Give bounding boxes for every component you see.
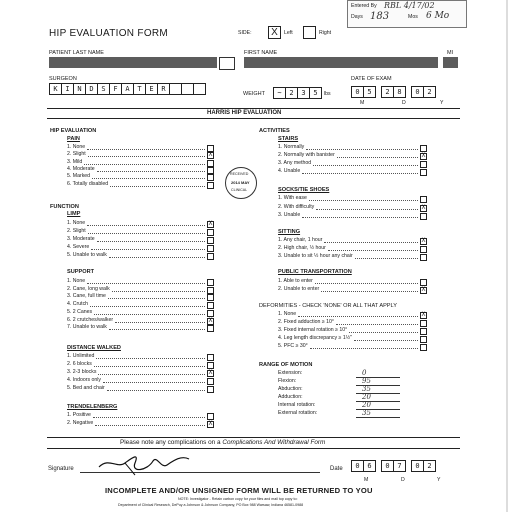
leader-dots (298, 316, 418, 317)
leader-dots (310, 348, 418, 349)
rom-value: 20 (362, 401, 371, 409)
signature-date-cell[interactable]: 0 (411, 460, 424, 472)
limp-heading: LIMP (67, 211, 81, 217)
pain-checkbox[interactable] (207, 182, 214, 189)
deformities-item: 1. None (278, 311, 297, 317)
pain-item: 5. Marked (67, 173, 91, 180)
weight-cell[interactable]: 5 (309, 87, 322, 99)
sitting-item: 3. Unable to sit ½ hour any chair (278, 253, 353, 259)
support-heading: SUPPORT (67, 269, 95, 275)
weight-label: WEIGHT (243, 91, 265, 97)
leader-dots (337, 157, 418, 158)
limp-checkbox[interactable] (207, 253, 214, 260)
complications-note (120, 440, 325, 446)
stamp-line-1: RECEIVED (230, 172, 249, 176)
limp-checkbox[interactable] (207, 229, 214, 236)
sitting-checkbox[interactable]: X (421, 238, 426, 244)
exam-d-label: D (402, 100, 406, 106)
exam-date-cell[interactable]: 5 (363, 86, 376, 98)
entered-by-label: Entered By (351, 3, 377, 9)
distance-checkbox[interactable] (207, 378, 214, 385)
support-item: 1. None (67, 278, 86, 284)
support-item: 4. Crutch (67, 301, 89, 308)
leader-dots (107, 390, 205, 391)
leader-dots (313, 165, 418, 166)
pain-checkbox[interactable]: X (208, 152, 213, 159)
side-left-label: Left (284, 30, 293, 36)
entered-by-value: RBL 4/17/02 (384, 1, 435, 10)
rom-value: 35 (362, 385, 371, 393)
mi-label: MI (447, 50, 454, 56)
leader-dots (91, 249, 205, 250)
limp-checkbox[interactable] (207, 245, 214, 252)
leader-dots (115, 322, 205, 323)
limp-checkbox[interactable]: X (208, 221, 213, 227)
stairs-checkbox[interactable] (420, 169, 427, 176)
deformities-heading: DEFORMITIES - CHECK 'NONE' OR ALL THAT APPLY (259, 303, 397, 309)
surgeon-cell[interactable]: N (73, 83, 86, 95)
limp-item: 2. Slight (67, 228, 86, 234)
support-checkbox[interactable] (207, 310, 214, 317)
leader-dots (109, 329, 205, 330)
leader-dots (88, 233, 205, 234)
leader-dots (93, 417, 205, 418)
trend-heading: TRENDELENBERG (67, 404, 118, 410)
pain-checkbox[interactable] (207, 174, 214, 181)
leader-dots (94, 314, 205, 315)
trend-checkbox[interactable]: X (208, 421, 213, 427)
leader-dots (84, 164, 205, 165)
leader-dots (306, 149, 418, 150)
limp-item: 4. Severe (67, 244, 90, 250)
deformities-checkbox[interactable] (420, 320, 427, 327)
support-checkbox[interactable] (207, 302, 214, 309)
support-checkbox[interactable] (207, 287, 214, 294)
leader-dots (355, 258, 418, 259)
side-label: SIDE: (238, 30, 252, 36)
lbs-label: lbs (324, 91, 331, 97)
weight-cell[interactable]: ~ (273, 87, 286, 99)
leader-dots (315, 283, 418, 284)
rom-label: External rotation: (278, 410, 318, 416)
socks-item: 3. Unable (278, 212, 301, 218)
page-edge (44, 0, 508, 512)
mos-value: 6 Mo (426, 11, 450, 21)
first-name-label: FIRST NAME (244, 50, 278, 56)
exam-date-cell[interactable]: 8 (393, 86, 406, 98)
signature-date-cell[interactable]: 7 (393, 460, 406, 472)
support-checkbox[interactable] (207, 294, 214, 301)
pain-checkbox[interactable] (207, 167, 214, 174)
stairs-checkbox[interactable] (420, 145, 427, 152)
surgeon-cell[interactable]: R (157, 83, 170, 95)
leader-dots (98, 374, 205, 375)
leader-dots (103, 382, 205, 383)
transport-checkbox[interactable] (420, 279, 427, 286)
banner-rule-top (47, 108, 460, 109)
socks-heading: SOCKS/TIE SHOES (278, 187, 330, 193)
limp-item: 1. None (67, 220, 86, 226)
exam-date-cell[interactable]: 2 (423, 86, 436, 98)
leader-dots (336, 324, 418, 325)
stairs-checkbox[interactable] (420, 161, 427, 168)
surgeon-cell[interactable] (193, 83, 206, 95)
deformities-item: 5. PFC ≥ 30° (278, 343, 308, 349)
return-warning: INCOMPLETE AND/OR UNSIGNED FORM WILL BE RETURNED TO YOU (105, 486, 373, 495)
distance-item: 2. 6 blocks (67, 361, 92, 367)
note-line-2: Department of Clinical Research, DePuy a Johnson & Johnson Company, PO Box 988 Warsaw, Indiana 46581-0988 (118, 503, 304, 507)
sitting-item: 1. Any chair, 1 hour (278, 237, 323, 243)
leader-dots (108, 298, 205, 299)
hip-eval-heading: HIP EVALUATION (50, 128, 97, 134)
pain-checkbox[interactable] (207, 145, 214, 152)
surgeon-cell[interactable]: F (109, 83, 122, 95)
leader-dots (324, 242, 418, 243)
limp-item: 5. Unable to walk (67, 252, 107, 258)
days-label: Days (351, 14, 363, 20)
deformities-item: 3. Fixed internal rotation ≥ 10° (278, 327, 348, 333)
leader-dots (92, 178, 205, 179)
stairs-item: 1. Normally (278, 144, 305, 150)
sitting-checkbox[interactable] (420, 246, 427, 253)
trend-item: 1. Positive (67, 412, 91, 418)
distance-item: 3. 2-3 blocks (67, 369, 97, 375)
stairs-item: 3. Any method (278, 160, 312, 166)
signature-date-cell[interactable]: 0 (381, 460, 394, 472)
signature-date-cell[interactable]: 2 (423, 460, 436, 472)
rom-heading: RANGE OF MOTION (259, 362, 313, 368)
patient-last-name-label: PATIENT LAST NAME (49, 50, 104, 56)
rom-label: Adduction: (278, 394, 303, 400)
patient-last-name-end (219, 57, 235, 70)
footer-rule-top (47, 437, 460, 438)
pain-item: 6. Totally disabled (67, 180, 109, 187)
support-item: 2. Cane, long walk (67, 285, 110, 292)
socks-item: 1. With ease (278, 195, 307, 201)
activities-heading: ACTIVITIES (259, 128, 290, 134)
side-left-mark: X (271, 27, 278, 38)
deformities-item: 4. Leg length discrepancy ≥ 1½" (278, 335, 352, 341)
rom-value: 95 (362, 377, 371, 385)
stairs-item: 4. Unable (278, 168, 301, 174)
leader-dots (328, 250, 418, 251)
support-checkbox[interactable]: X (208, 317, 213, 324)
weight-cell[interactable]: 3 (297, 87, 310, 99)
rom-label: Extension: (278, 370, 303, 376)
trend-checkbox[interactable] (207, 413, 214, 420)
leader-dots (302, 217, 418, 218)
surgeon-cell[interactable]: D (85, 83, 98, 95)
pain-item: 2. Slight (67, 151, 86, 158)
leader-dots (309, 200, 418, 201)
support-checkbox[interactable] (207, 279, 214, 286)
transport-item: 2. Unable to enter (278, 286, 320, 292)
exam-date-label: DATE OF EXAM (351, 76, 392, 82)
deformities-checkbox[interactable] (420, 328, 427, 335)
leader-dots (94, 366, 205, 367)
exam-date-cell[interactable]: 0 (351, 86, 364, 98)
distance-checkbox[interactable] (207, 362, 214, 369)
stamp-line-2: 2014 MAY (231, 180, 250, 185)
banner-title: HARRIS HIP EVALUATION (207, 110, 282, 116)
complications-text: Please note any complications on a (120, 439, 221, 446)
surgeon-label: SURGEON (49, 76, 77, 82)
leader-dots (88, 156, 205, 157)
leader-dots (354, 340, 418, 341)
sig-y-label: Y (437, 477, 441, 483)
deformities-checkbox[interactable]: X (421, 312, 426, 318)
pain-item: 1. None (67, 144, 86, 150)
leader-dots (97, 171, 205, 172)
leader-dots (112, 291, 205, 292)
exam-date-cell[interactable]: 0 (411, 86, 424, 98)
support-checkbox[interactable] (207, 325, 214, 332)
transport-heading: PUBLIC TRANSPORTATION (278, 269, 352, 275)
deformities-item: 2. Fixed adduction ≥ 10° (278, 319, 334, 325)
transport-checkbox[interactable]: X (421, 287, 426, 293)
rom-label: Internal rotation: (278, 402, 316, 408)
sitting-item: 2. High chair, ½ hour (278, 245, 326, 251)
stairs-checkbox[interactable]: X (421, 153, 426, 159)
surgeon-cell[interactable]: I (61, 83, 74, 95)
first-name-redacted (244, 57, 438, 68)
entered-by-box (347, 0, 467, 28)
leader-dots (302, 173, 418, 174)
date-label: Date (330, 466, 343, 472)
side-right-checkbox[interactable] (303, 26, 316, 39)
stamp-line-3: CLINICAL (231, 188, 248, 192)
distance-checkbox[interactable]: X (208, 370, 213, 376)
signature-label: Signature (48, 466, 74, 472)
leader-dots (90, 306, 205, 307)
rom-value: 20 (362, 393, 371, 401)
function-heading: FUNCTION (50, 204, 79, 210)
stairs-item: 2. Normally with banister (278, 152, 335, 158)
support-item: 7. Unable to walk (67, 324, 107, 331)
leader-dots (110, 186, 205, 187)
leader-dots (321, 291, 418, 292)
patient-last-name-redacted (49, 57, 217, 68)
banner-rule-bottom (47, 118, 460, 119)
stairs-heading: STAIRS (278, 136, 299, 142)
surgeon-cell[interactable]: T (133, 83, 146, 95)
exam-m-label: M (360, 100, 365, 106)
days-value: 183 (370, 11, 390, 22)
signature-date-cell[interactable]: 0 (351, 460, 364, 472)
sitting-heading: SITTING (278, 229, 301, 235)
leader-dots (87, 283, 205, 284)
support-item: 6. 2 crutches/walker (67, 316, 114, 323)
leader-dots (349, 332, 418, 333)
distance-heading: DISTANCE WALKED (67, 345, 121, 351)
distance-item: 1. Unlimited (67, 353, 95, 359)
pain-item: 3. Mild (67, 158, 83, 165)
limp-item: 3. Moderate (67, 236, 95, 242)
note-line-1: NOTE: Investigator - Retain carbon copy for your files and mail top copy to: (178, 497, 298, 501)
sig-d-label: D (401, 477, 405, 483)
deformities-checkbox[interactable] (420, 344, 427, 351)
socks-checkbox[interactable]: X (421, 204, 426, 211)
surgeon-cell[interactable]: A (121, 83, 134, 95)
mi-redacted (443, 57, 458, 68)
trend-item: 2. Negative (67, 420, 94, 426)
leader-dots (87, 149, 205, 150)
sitting-checkbox[interactable] (420, 254, 427, 261)
deformities-checkbox[interactable] (420, 336, 427, 343)
exam-y-label: Y (440, 100, 444, 106)
support-item: 5. 2 Canes (67, 308, 93, 315)
complications-form-link[interactable]: Complications And Withdrawal Form (222, 439, 326, 446)
rom-value-field[interactable] (356, 417, 400, 418)
socks-checkbox[interactable] (420, 213, 427, 220)
leader-dots (96, 358, 205, 359)
sig-m-label: M (364, 477, 369, 483)
support-item: 3. Cane, full time (67, 293, 106, 300)
limp-checkbox[interactable] (207, 237, 214, 244)
distance-checkbox[interactable] (207, 354, 214, 361)
distance-checkbox[interactable] (207, 386, 214, 393)
weight-cell[interactable]: 2 (285, 87, 298, 99)
socks-item: 2. With difficulty (278, 203, 315, 210)
leader-dots (97, 241, 205, 242)
side-right-label: Right (319, 30, 332, 36)
mos-label: Mos (408, 14, 418, 20)
pain-checkbox[interactable] (207, 160, 214, 167)
rom-value: 35 (362, 409, 371, 417)
signature-scribble (95, 449, 195, 477)
pain-item: 4. Moderate (67, 165, 95, 172)
surgeon-cell[interactable]: E (145, 83, 158, 95)
rom-label: Flexion: (278, 378, 297, 384)
side-left-checkbox[interactable] (268, 26, 281, 39)
surgeon-cell[interactable]: K (49, 83, 62, 95)
leader-dots (316, 209, 418, 210)
socks-checkbox[interactable] (420, 196, 427, 203)
exam-date-cell[interactable]: 2 (381, 86, 394, 98)
transport-item: 1. Able to enter (278, 278, 313, 284)
signature-date-cell[interactable]: 6 (363, 460, 376, 472)
received-stamp (225, 167, 257, 199)
leader-dots (95, 425, 205, 426)
leader-dots (109, 257, 205, 258)
surgeon-cell[interactable]: S (97, 83, 110, 95)
distance-item: 5. Bed and chair (67, 385, 105, 391)
rom-label: Abduction: (278, 386, 303, 392)
form-title: HIP EVALUATION FORM (49, 28, 169, 39)
distance-item: 4. Indoors only (67, 377, 102, 383)
rom-value: 0 (362, 369, 367, 377)
pain-heading: PAIN (67, 136, 80, 142)
leader-dots (87, 225, 205, 226)
